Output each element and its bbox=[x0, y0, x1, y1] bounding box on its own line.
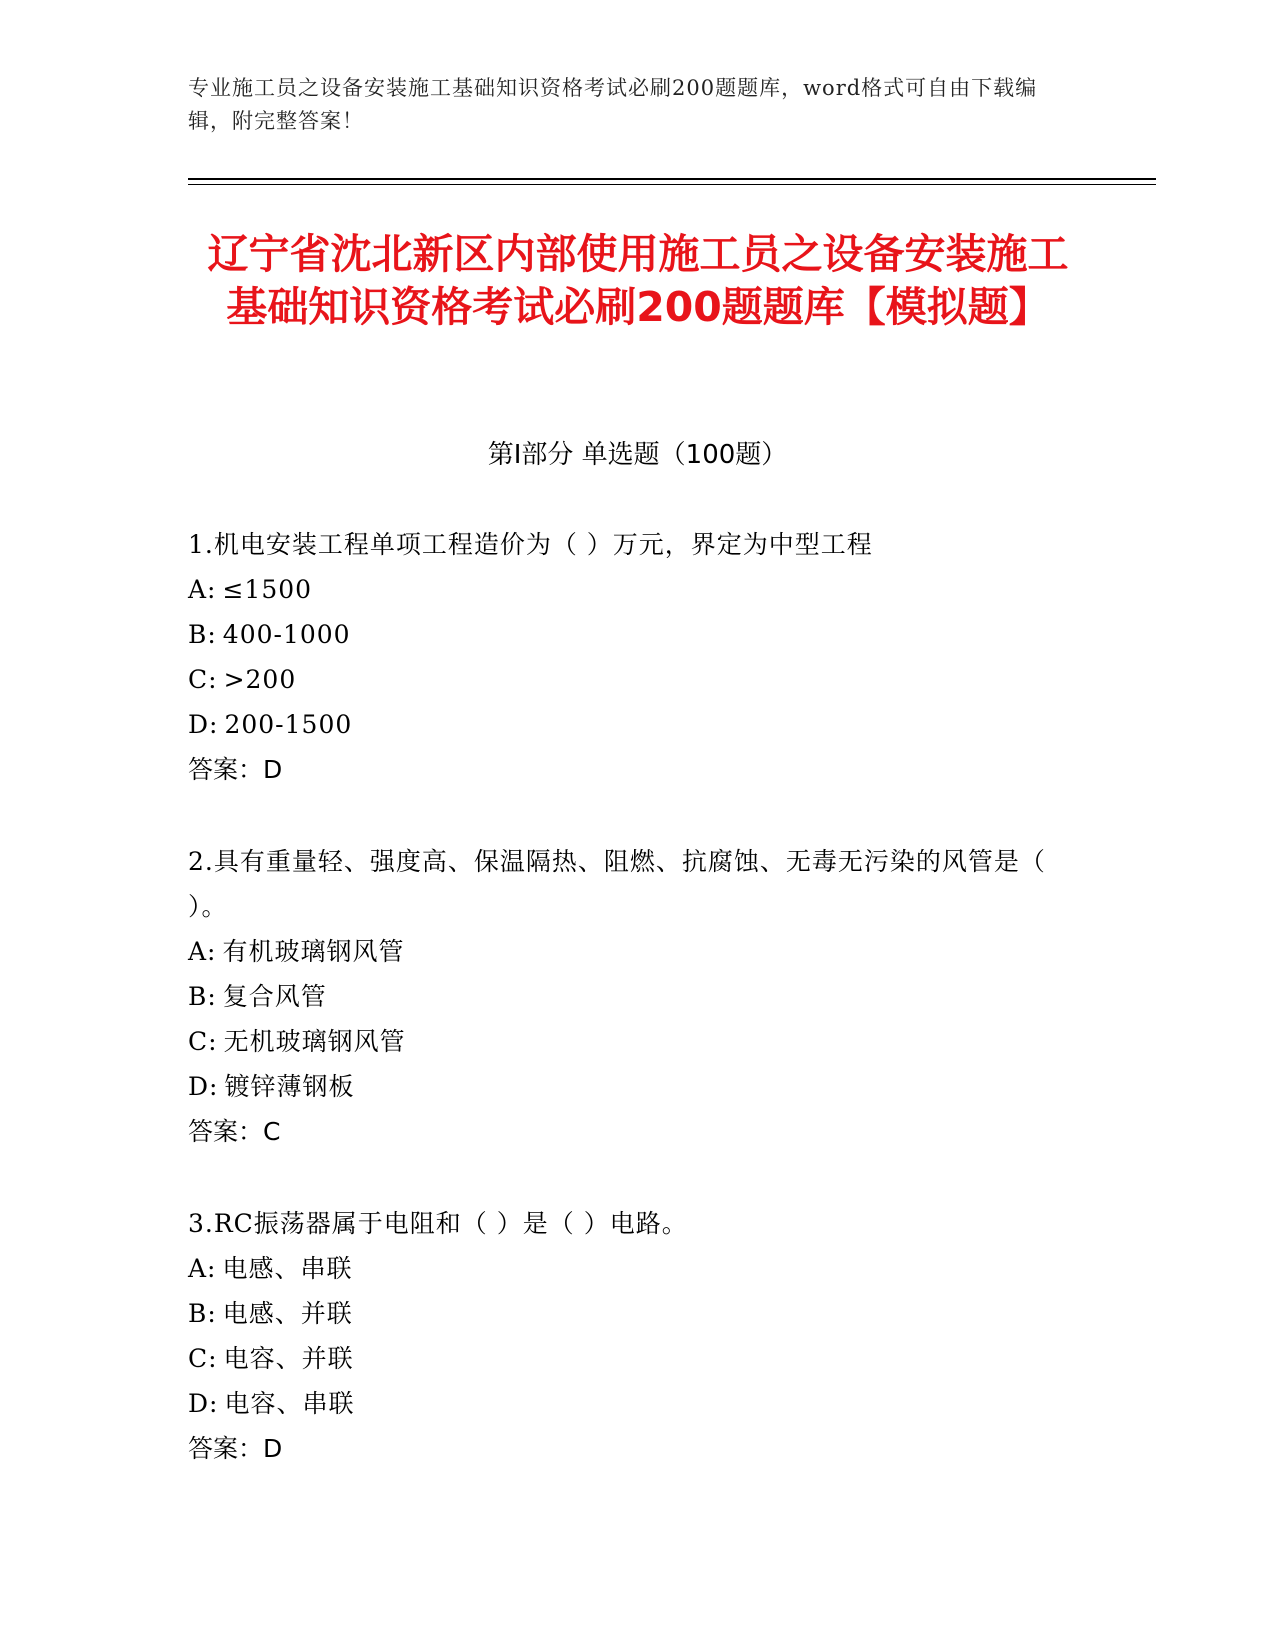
document-title: 辽宁省沈北新区内部使用施工员之设备安装施工基础知识资格考试必刷200题题库【模拟题】 bbox=[207, 230, 1069, 331]
option-text: 有机玻璃钢风管 bbox=[222, 937, 405, 966]
option-label: C: bbox=[188, 1027, 218, 1056]
option-label: C: bbox=[188, 1344, 218, 1373]
question-stem: 2.具有重量轻、强度高、保温隔热、阻燃、抗腐蚀、无毒无污染的风管是（ ）。 bbox=[188, 847, 1046, 921]
answer-line: 答案：C bbox=[188, 1117, 281, 1146]
option-text: 电容、并联 bbox=[223, 1344, 354, 1373]
question-2 bbox=[188, 839, 1068, 1154]
option-label: B: bbox=[188, 1299, 217, 1328]
option-text: 电容、串联 bbox=[224, 1389, 355, 1418]
question-list bbox=[188, 522, 1068, 1518]
option-text: 电感、并联 bbox=[222, 1299, 353, 1328]
question-stem: 3.RC振荡器属于电阻和（ ）是（ ）电路。 bbox=[188, 1209, 688, 1238]
option-label: A: bbox=[188, 937, 217, 966]
option-label: A: bbox=[188, 1254, 217, 1283]
option-d bbox=[188, 1064, 1068, 1109]
option-label: B: bbox=[188, 620, 217, 649]
option-label: A: bbox=[188, 575, 217, 604]
option-text: 无机玻璃钢风管 bbox=[223, 1027, 406, 1056]
option-b bbox=[188, 974, 1068, 1019]
option-text: 电感、串联 bbox=[222, 1254, 353, 1283]
header-note: 专业施工员之设备安装施工基础知识资格考试必刷200题题库，word格式可自由下载编辑，附完整答案！ bbox=[188, 76, 1038, 133]
option-text: 镀锌薄钢板 bbox=[224, 1072, 355, 1101]
option-c bbox=[188, 1019, 1068, 1064]
option-a bbox=[188, 567, 1068, 612]
option-text: 复合风管 bbox=[222, 982, 327, 1011]
option-text: 400-1000 bbox=[222, 620, 351, 649]
answer-line: 答案：D bbox=[188, 755, 283, 784]
question-1 bbox=[188, 522, 1068, 792]
option-d bbox=[188, 1381, 1068, 1426]
option-label: D: bbox=[188, 1072, 219, 1101]
header-divider-thin bbox=[188, 184, 1156, 185]
question-stem: 1.机电安装工程单项工程造价为（ ）万元，界定为中型工程 bbox=[188, 530, 873, 559]
section-title: 第Ⅰ部分 单选题（100题） bbox=[487, 440, 788, 470]
option-b bbox=[188, 612, 1068, 657]
option-a bbox=[188, 1246, 1068, 1291]
option-text: 200-1500 bbox=[224, 710, 353, 739]
option-label: B: bbox=[188, 982, 217, 1011]
option-b bbox=[188, 1291, 1068, 1336]
option-c bbox=[188, 657, 1068, 702]
option-label: D: bbox=[188, 1389, 219, 1418]
option-text: ≤1500 bbox=[222, 575, 313, 604]
option-a bbox=[188, 929, 1068, 974]
option-text: >200 bbox=[223, 665, 297, 694]
option-label: D: bbox=[188, 710, 219, 739]
answer-line: 答案：D bbox=[188, 1434, 283, 1463]
question-3 bbox=[188, 1201, 1068, 1471]
option-d bbox=[188, 702, 1068, 747]
option-c bbox=[188, 1336, 1068, 1381]
option-label: C: bbox=[188, 665, 218, 694]
header-divider-thick bbox=[188, 178, 1156, 180]
